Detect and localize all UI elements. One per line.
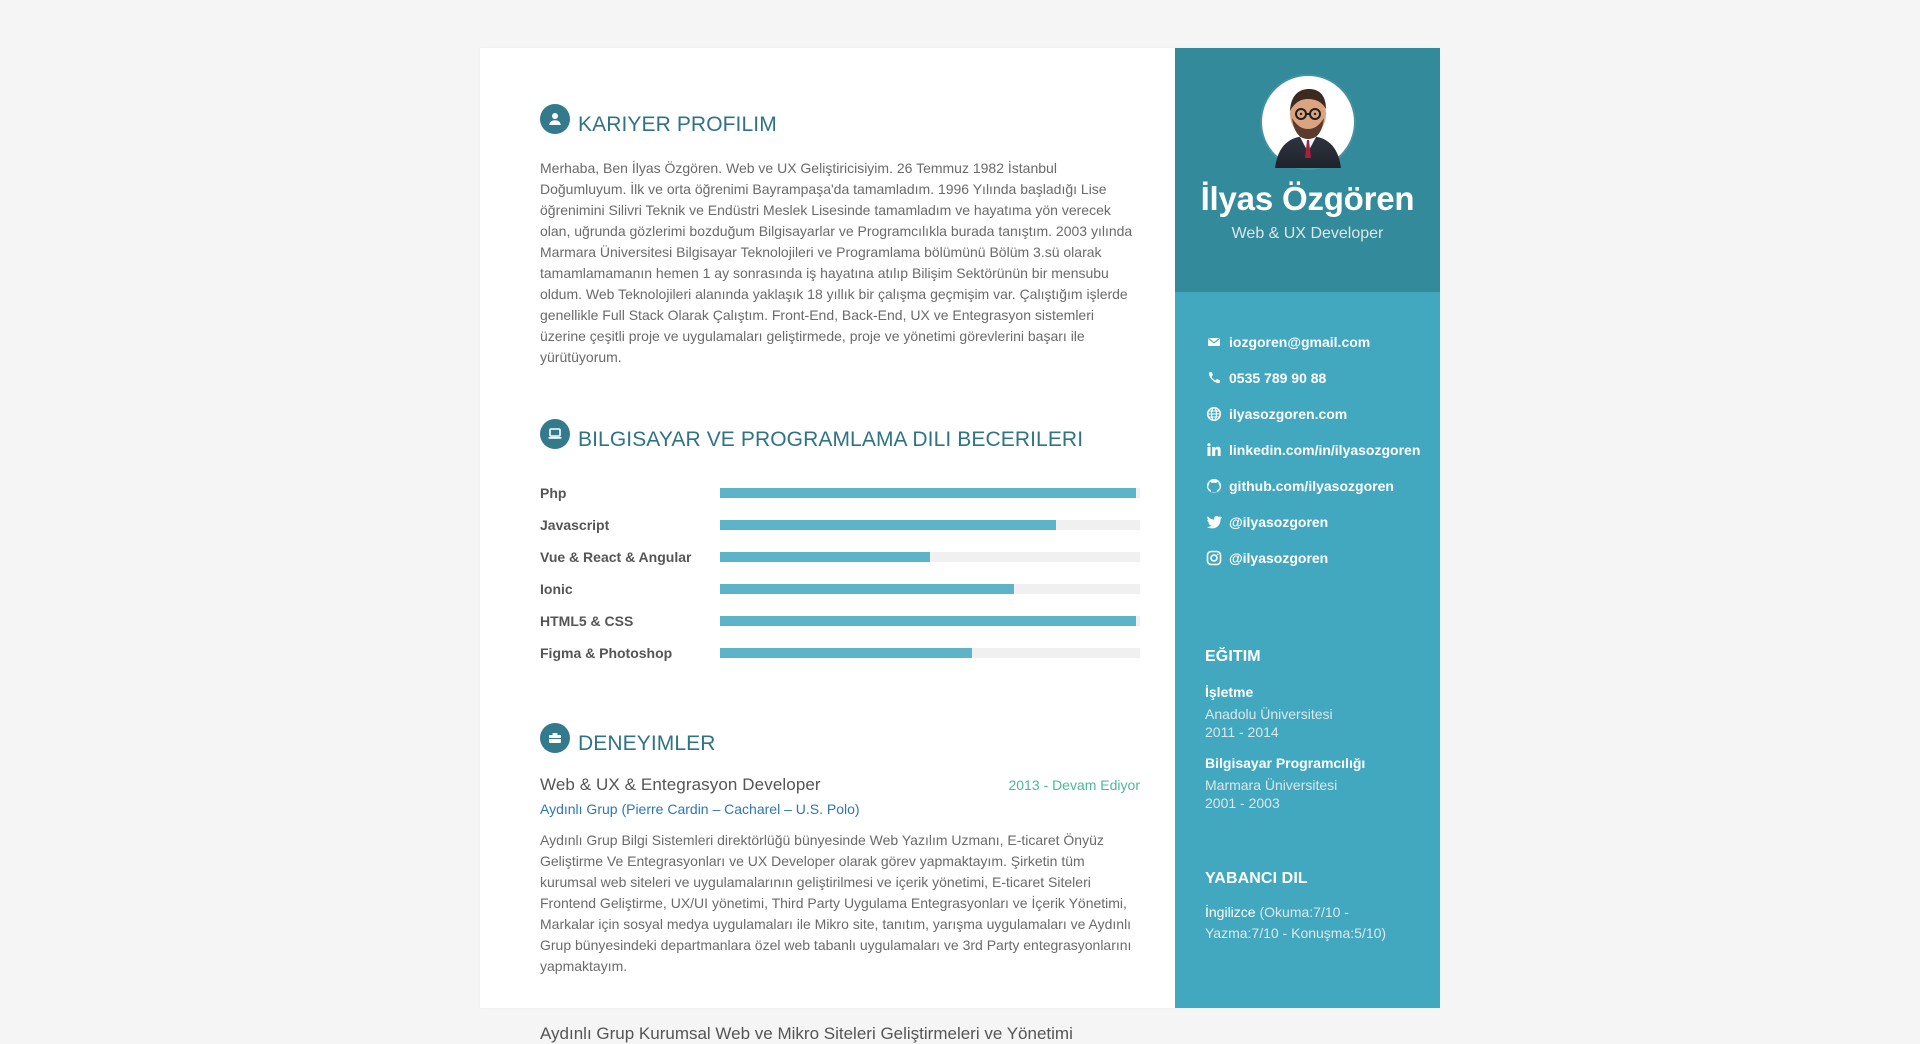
skill-label: Ionic	[540, 581, 573, 597]
language-detail: (Okuma:7/10 - Yazma:7/10 - Konuşma:5/10)	[1205, 904, 1387, 941]
linkedin-text: linkedin.com/in/ilyasozgoren	[1229, 442, 1421, 458]
skill-row	[540, 541, 1140, 573]
experience-item	[540, 775, 1140, 977]
globe-icon	[1205, 405, 1223, 423]
language-item	[1205, 902, 1410, 944]
skill-bar	[720, 648, 1140, 658]
skill-bar	[720, 584, 1140, 594]
avatar	[1262, 76, 1354, 168]
skill-row	[540, 573, 1140, 605]
contact-twitter[interactable]	[1205, 504, 1440, 540]
experience-heading	[540, 719, 1140, 757]
skill-bar	[720, 552, 1140, 562]
skill-label: Vue & React & Angular	[540, 549, 692, 565]
contact-email[interactable]	[1205, 324, 1440, 360]
job-title: Web & UX & Entegrasyon Developer	[540, 775, 821, 794]
skill-fill	[720, 520, 1056, 530]
career-profile-title: KARIYER PROFILIM	[578, 112, 777, 136]
skill-fill	[720, 648, 972, 658]
phone-text: 0535 789 90 88	[1229, 370, 1327, 386]
skill-bar	[720, 520, 1140, 530]
education-item	[1205, 754, 1410, 812]
education-item	[1205, 683, 1410, 741]
contact-website[interactable]	[1205, 396, 1440, 432]
twitter-text: @ilyasozgoren	[1229, 514, 1329, 530]
github-icon	[1205, 477, 1223, 495]
skill-fill	[720, 584, 1014, 594]
language-name: İngilizce	[1205, 904, 1256, 920]
education-school: Marmara Üniversitesi	[1205, 777, 1338, 793]
job-company: Aydınlı Grup (Pierre Cardin – Cacharel – U.S. Polo)	[540, 801, 860, 817]
twitter-icon	[1205, 513, 1223, 531]
skill-fill	[720, 488, 1136, 498]
language-title: YABANCI DIL	[1205, 870, 1308, 887]
linkedin-icon	[1205, 441, 1223, 459]
user-icon	[540, 104, 570, 134]
skill-row	[540, 637, 1140, 669]
education-degree: Bilgisayar Programcılığı	[1205, 755, 1366, 771]
experience-title: DENEYIMLER	[578, 731, 716, 755]
job-description: Aydınlı Grup Bilgi Sistemleri direktörlüğü bünyesinde Web Yazılım Uzmanı, E-ticaret Önyüz Geliştirme Ve Entegrasyonları ve UX Developer olarak görev yapmaktayım. Şirketin tüm kurumsal web siteleri ve uygulamalarının geliştirilmesi ve içerik yönetimi, E-ticaret Siteleri Frontend Geliştirme, UX/UI yönetimi, Third Party Uygulama Entegrasyonları ve İçerik Yönetimi, Markalar için sosyal medya uygulamaları ile Mikro site, tanıtım, yarışma uygulamaları ve Aydınlı Grup bünyesindeki departmanlara özel web tabanlı uygulamaları ve 3rd Party entegrasyonlarını yapmaktayım.	[540, 832, 1132, 974]
skill-fill	[720, 552, 930, 562]
skill-bar	[720, 616, 1140, 626]
contact-instagram[interactable]	[1205, 540, 1440, 576]
skill-label: Javascript	[540, 517, 610, 533]
education-years: 2001 - 2003	[1205, 795, 1280, 811]
contact-github[interactable]	[1205, 468, 1440, 504]
laptop-icon	[540, 419, 570, 449]
skills-heading	[540, 415, 1140, 453]
skill-fill	[720, 616, 1136, 626]
skill-bar	[720, 488, 1140, 498]
job-date: 2013 - Devam Ediyor	[1008, 777, 1140, 793]
profile-name: İlyas Özgören	[1200, 180, 1415, 217]
education-degree: İşletme	[1205, 684, 1254, 700]
profile-header	[1175, 48, 1440, 292]
education-school: Anadolu Üniversitesi	[1205, 706, 1333, 722]
education-section	[1175, 648, 1440, 812]
experience-header	[540, 775, 1140, 795]
instagram-text: @ilyasozgoren	[1229, 550, 1329, 566]
skills-list	[540, 477, 1140, 669]
skill-label: Php	[540, 485, 567, 501]
skill-row	[540, 605, 1140, 637]
email-text: iozgoren@gmail.com	[1229, 334, 1371, 350]
main-content	[480, 48, 1175, 1043]
envelope-icon	[1205, 333, 1223, 351]
website-text: ilyasozgoren.com	[1229, 406, 1348, 422]
phone-icon	[1205, 369, 1223, 387]
skill-row	[540, 477, 1140, 509]
contact-list	[1175, 292, 1440, 576]
language-section	[1175, 870, 1440, 944]
career-profile-heading	[540, 100, 1140, 138]
sidebar	[1175, 48, 1440, 1008]
skill-label: HTML5 & CSS	[540, 613, 634, 629]
education-title: EĞITIM	[1205, 648, 1261, 665]
github-text: github.com/ilyasozgoren	[1229, 478, 1394, 494]
skills-title: BILGISAYAR VE PROGRAMLAMA DILI BECERILERI	[578, 427, 1084, 451]
briefcase-icon	[540, 723, 570, 753]
experience-section	[540, 719, 1140, 1044]
career-profile-text: Merhaba, Ben İlyas Özgören. Web ve UX Geliştiricisiyim. 26 Temmuz 1982 İstanbul Doğumluyum. İlk ve orta öğrenimi Bayrampaşa'da tamamladım. 1996 Yılında başladığı Lise öğrenimini Silivri Teknik ve Endüstri Meslek Lisesinde tamamladım ve hayatıma yön verecek olan, uğrunda gözlerimi bozduğum Bilgisayarlar ve Programcılıkla burada tanıştım. 2003 yılında Marmara Üniversitesi Bilgisayar Teknolojileri ve Programlama bölümünü Bölüm 3.sü olarak tamamlamamanın hemen 1 ay sonrasında iş hayatına atılıp Bilişim Sektörünün bir mensubu oldum. Web Teknolojileri alanında yaklaşık 18 yıllık bir çalışma geçmişim var. Çalıştığım işlerde genellikle Full Stack Olarak Çalıştım. Front-End, Back-End, UX ve Entegrasyon sistemleri üzerine çeşitli proje ve uygulamaları geliştirmede, proje ve yönetimi görevlerini başarı ile yürütüyorum.	[540, 160, 1133, 365]
profile-title: Web & UX Developer	[1231, 225, 1384, 242]
instagram-icon	[1205, 549, 1223, 567]
contact-linkedin[interactable]	[1205, 432, 1440, 468]
contact-phone[interactable]	[1205, 360, 1440, 396]
skill-label: Figma & Photoshop	[540, 645, 673, 661]
education-years: 2011 - 2014	[1205, 724, 1279, 740]
skill-row	[540, 509, 1140, 541]
job-title-2: Aydınlı Grup Kurumsal Web ve Mikro Siteleri Geliştirmeleri ve Yönetimi	[540, 1024, 1073, 1043]
resume-page	[480, 48, 1440, 1043]
